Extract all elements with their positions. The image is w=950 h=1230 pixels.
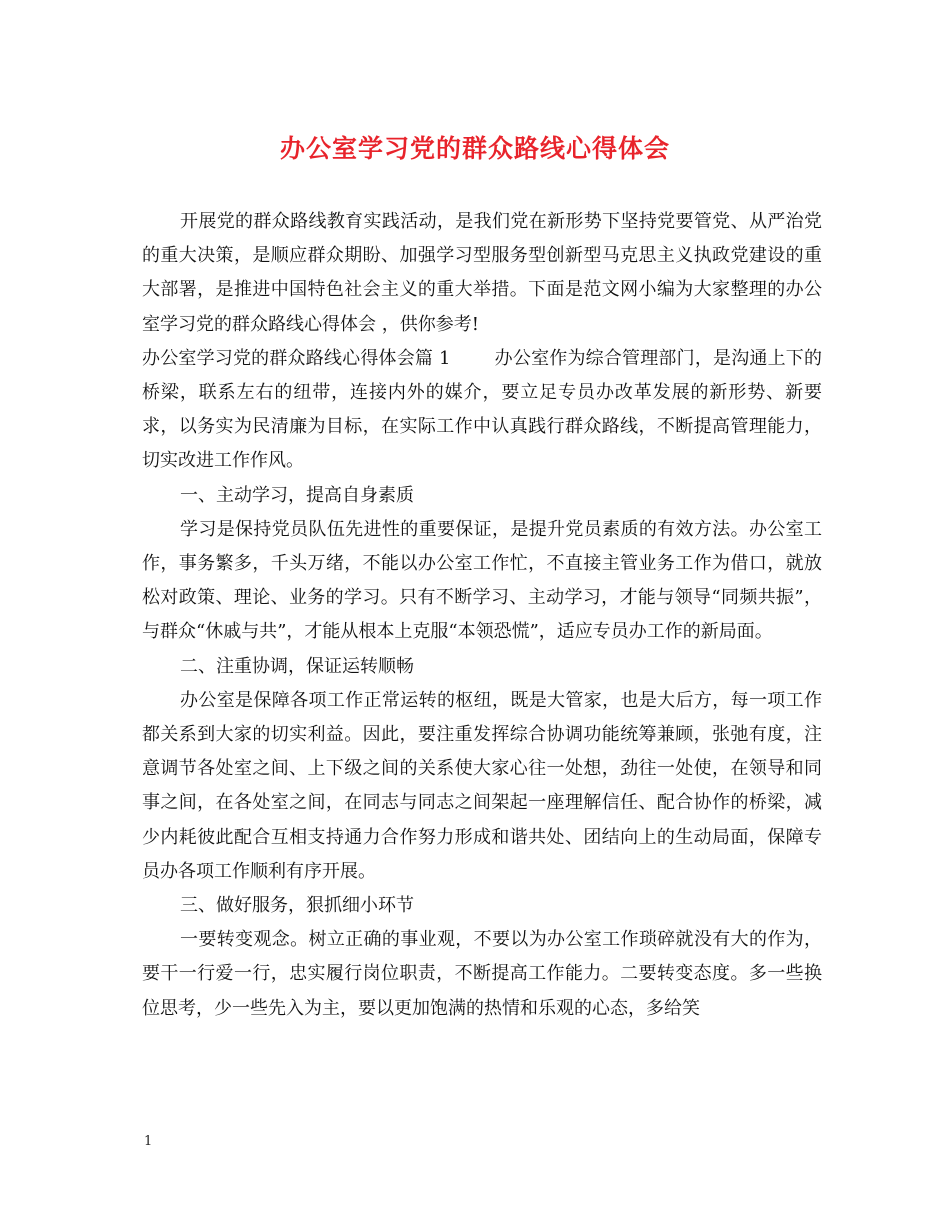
chapter-text: 办公室作为综合管理部门，是沟通上下的桥梁，联系左右的纽带，连接内外的媒介，要立足专员办改革发展的新形势、新要求，以务实为民清廉为目标，在实际工作中认真践行群众路线，不断提高管理能力，切实改进工作作风。 (142, 347, 822, 472)
section-2-paragraph: 办公室是保障各项工作正常运转的枢纽，既是大管家，也是大后方，每一项工作都关系到大家的切实利益。因此，要注重发挥综合协调功能统筹兼顾，张弛有度，注意调节各处室之间、上下级之间的关系使大家心往一处想，劲往一处使，在领导和同事之间，在各处室之间，在同志与同志之间架起一座理解信任、配合协作的桥梁，减少内耗彼此配合互相支持通力合作努力形成和谐共处、团结向上的生动局面，保障专员办各项工作顺利有序开展。 (142, 689, 822, 882)
section-3-paragraph: 一要转变观念。树立正确的事业观，不要以为办公室工作琐碎就没有大的作为，要干一行爱一行，忠实履行岗位职责，不断提高工作能力。二要转变态度。多一些换位思考，少一些先入为主，要以更加饱满的热情和乐观的心态，多给笑 (142, 929, 822, 1019)
page-number: 1 (144, 1134, 153, 1149)
section-heading-3: 三、做好服务，狠抓细小环节 (180, 895, 414, 917)
document-body (142, 205, 822, 1026)
document-title: 办公室学习党的群众路线心得体会 (279, 134, 670, 163)
section-heading-1: 一、主动学习，提高自身素质 (180, 484, 414, 506)
chapter-label: 办公室学习党的群众路线心得体会篇 1 (142, 347, 451, 369)
section-heading-2: 二、注重协调，保证运转顺畅 (180, 655, 414, 677)
section-1-paragraph: 学习是保持党员队伍先进性的重要保证，是提升党员素质的有效方法。办公室工作，事务繁多，千头万绪，不能以办公室工作忙，不直接主管业务工作为借口，就放松对政策、理论、业务的学习。只有不断学习、主动学习，才能与领导“同频共振”，与群众“休戚与共”，才能从根本上克服“本领恐慌”，适应专员办工作的新局面。 (142, 518, 822, 643)
chapter-paragraph (142, 342, 822, 479)
intro-paragraph: 开展党的群众路线教育实践活动，是我们党在新形势下坚持党要管党、从严治党的重大决策，是顺应群众期盼、加强学习型服务型创新型马克思主义执政党建设的重大部署，是推进中国特色社会主义的重大举措。下面是范文网小编为大家整理的办公室学习党的群众路线心得体会 ，供你参考! (142, 211, 822, 335)
